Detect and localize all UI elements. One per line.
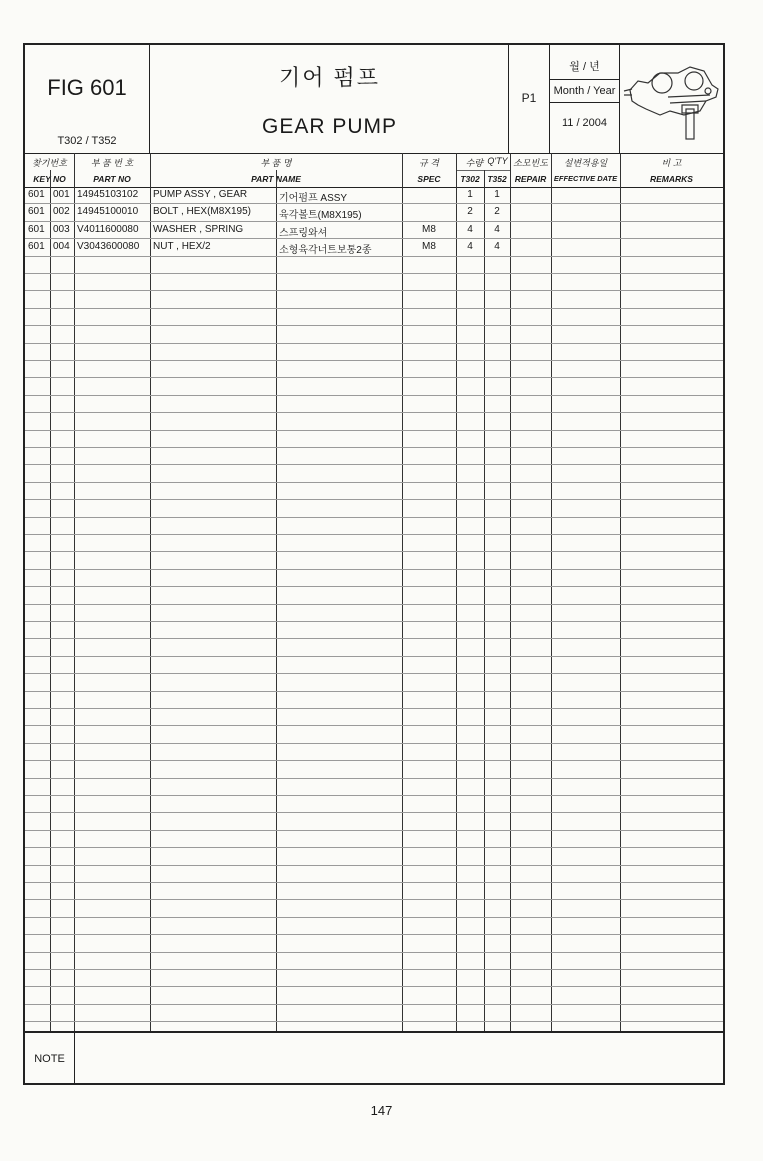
table-row	[25, 779, 723, 796]
col-partname-en: PART NAME	[251, 174, 301, 184]
page-number: 147	[370, 1103, 393, 1118]
table-row	[25, 709, 723, 726]
page-cell	[509, 45, 550, 153]
title-korean: 기어 펌프	[278, 65, 381, 90]
page-label: P1	[521, 91, 537, 105]
table-row	[25, 692, 723, 709]
table-row	[25, 396, 723, 413]
table-row	[25, 500, 723, 517]
table-row	[25, 187, 723, 204]
cell-key1: 601	[28, 189, 45, 200]
table-row	[25, 761, 723, 778]
table-row	[25, 361, 723, 378]
model-numbers: T302 / T352	[57, 135, 117, 147]
table-row	[25, 831, 723, 848]
parts-sheet	[23, 43, 725, 1085]
cell-key2: 002	[53, 206, 70, 218]
table-row	[25, 726, 723, 743]
date-value: 11 / 2004	[561, 117, 608, 129]
table-row	[25, 448, 723, 465]
cell-part-no: V3043600080	[77, 241, 140, 253]
table-row	[25, 813, 723, 830]
col-repair-kr: 소모빈도	[513, 158, 548, 168]
table-row	[25, 866, 723, 883]
table-row	[25, 605, 723, 622]
table-row	[25, 239, 723, 256]
table-row	[25, 953, 723, 970]
table-row	[25, 274, 723, 291]
table-row	[25, 900, 723, 917]
table-row	[25, 431, 723, 448]
table-row	[25, 935, 723, 952]
cell-t352: 1	[494, 189, 500, 200]
cell-t302: 2	[467, 206, 473, 218]
cell-spec: M8	[422, 241, 436, 253]
col-key-en: KEY NO	[33, 174, 66, 184]
note-label: NOTE	[25, 1033, 75, 1085]
col-eff-en: EFFECTIVE DATE	[553, 174, 618, 183]
cell-key2: 001	[53, 189, 70, 200]
table-row	[25, 465, 723, 482]
qty-divider	[456, 170, 510, 171]
table-row	[25, 796, 723, 813]
cell-t352: 2	[494, 206, 500, 218]
cell-part-no: V4011600080	[77, 223, 139, 235]
table-row	[25, 987, 723, 1004]
cell-name-en: PUMP ASSY , GEAR	[153, 189, 248, 200]
table-row	[25, 848, 723, 865]
figure-cell	[25, 45, 150, 153]
col-repair-en: REPAIR	[514, 174, 547, 184]
col-partname-kr: 부 품 명	[260, 158, 292, 168]
cell-name-en: WASHER , SPRING	[153, 223, 244, 235]
cell-name-kr: 육각볼트(M8X195)	[279, 210, 362, 222]
col-spec-en: SPEC	[417, 174, 441, 184]
cell-key1: 601	[28, 206, 45, 218]
table-row	[25, 483, 723, 500]
cell-spec: M8	[422, 223, 436, 235]
cell-key2: 004	[53, 241, 70, 253]
figure-number: FIG 601	[47, 75, 127, 100]
table-row	[25, 674, 723, 691]
col-key-kr: 찾기번호	[32, 158, 67, 168]
cell-key1: 601	[28, 241, 45, 253]
table-row	[25, 622, 723, 639]
title-english: GEAR PUMP	[261, 115, 398, 138]
note-section	[25, 1031, 723, 1085]
date-cell	[550, 45, 620, 153]
col-partno-en: PART NO	[93, 174, 131, 184]
title-cell	[150, 45, 509, 153]
table-row	[25, 326, 723, 343]
cell-name-en: BOLT , HEX(M8X195)	[153, 206, 251, 218]
cell-t352: 4	[494, 241, 500, 253]
col-remarks-kr: 비 고	[661, 158, 682, 168]
col-t352: T352	[487, 174, 507, 184]
col-qty-kr: 수량	[465, 158, 483, 168]
col-t302: T302	[460, 174, 480, 184]
col-eff-kr: 설변적용일	[563, 158, 608, 168]
cell-name-kr: 소형육각너트보통2종	[279, 245, 372, 257]
cell-name-kr: 기어펌프 ASSY	[279, 193, 348, 204]
col-partno-kr: 부 품 번 호	[90, 158, 134, 168]
table-row	[25, 535, 723, 552]
cell-name-en: NUT , HEX/2	[153, 241, 211, 253]
table-row	[25, 639, 723, 656]
col-remarks-en: REMARKS	[650, 174, 693, 184]
table-row	[25, 291, 723, 308]
column-headers	[25, 153, 723, 188]
table-row	[25, 204, 723, 221]
cell-t302: 4	[467, 241, 473, 253]
table-row	[25, 552, 723, 569]
gear-pump-illustration	[620, 45, 723, 153]
table-row	[25, 744, 723, 761]
table-row	[25, 344, 723, 361]
table-row	[25, 918, 723, 935]
cell-t302: 1	[467, 189, 473, 200]
col-qty-en: Q'TY	[487, 156, 508, 166]
table-row	[25, 570, 723, 587]
cell-t352: 4	[494, 223, 500, 235]
col-spec-kr: 규 격	[419, 158, 439, 168]
table-row	[25, 883, 723, 900]
table-row	[25, 587, 723, 604]
cell-part-no: 14945103102	[77, 189, 139, 200]
date-label-korean: 월 / 년	[569, 61, 600, 73]
table-row	[25, 518, 723, 535]
cell-key2: 003	[53, 223, 70, 235]
table-row	[25, 1005, 723, 1022]
gear-pump-illustration-cell	[620, 45, 723, 153]
table-row	[25, 657, 723, 674]
cell-part-no: 14945100010	[77, 206, 139, 218]
cell-name-kr: 스프링와셔	[279, 227, 328, 239]
table-row	[25, 222, 723, 239]
cell-key1: 601	[28, 223, 45, 235]
sheet-header	[25, 45, 723, 154]
table-row	[25, 970, 723, 987]
table-row	[25, 413, 723, 430]
table-row	[25, 257, 723, 274]
table-row	[25, 378, 723, 395]
date-label-english: Month / Year	[550, 79, 619, 103]
cell-t302: 4	[467, 223, 473, 235]
table-row	[25, 309, 723, 326]
